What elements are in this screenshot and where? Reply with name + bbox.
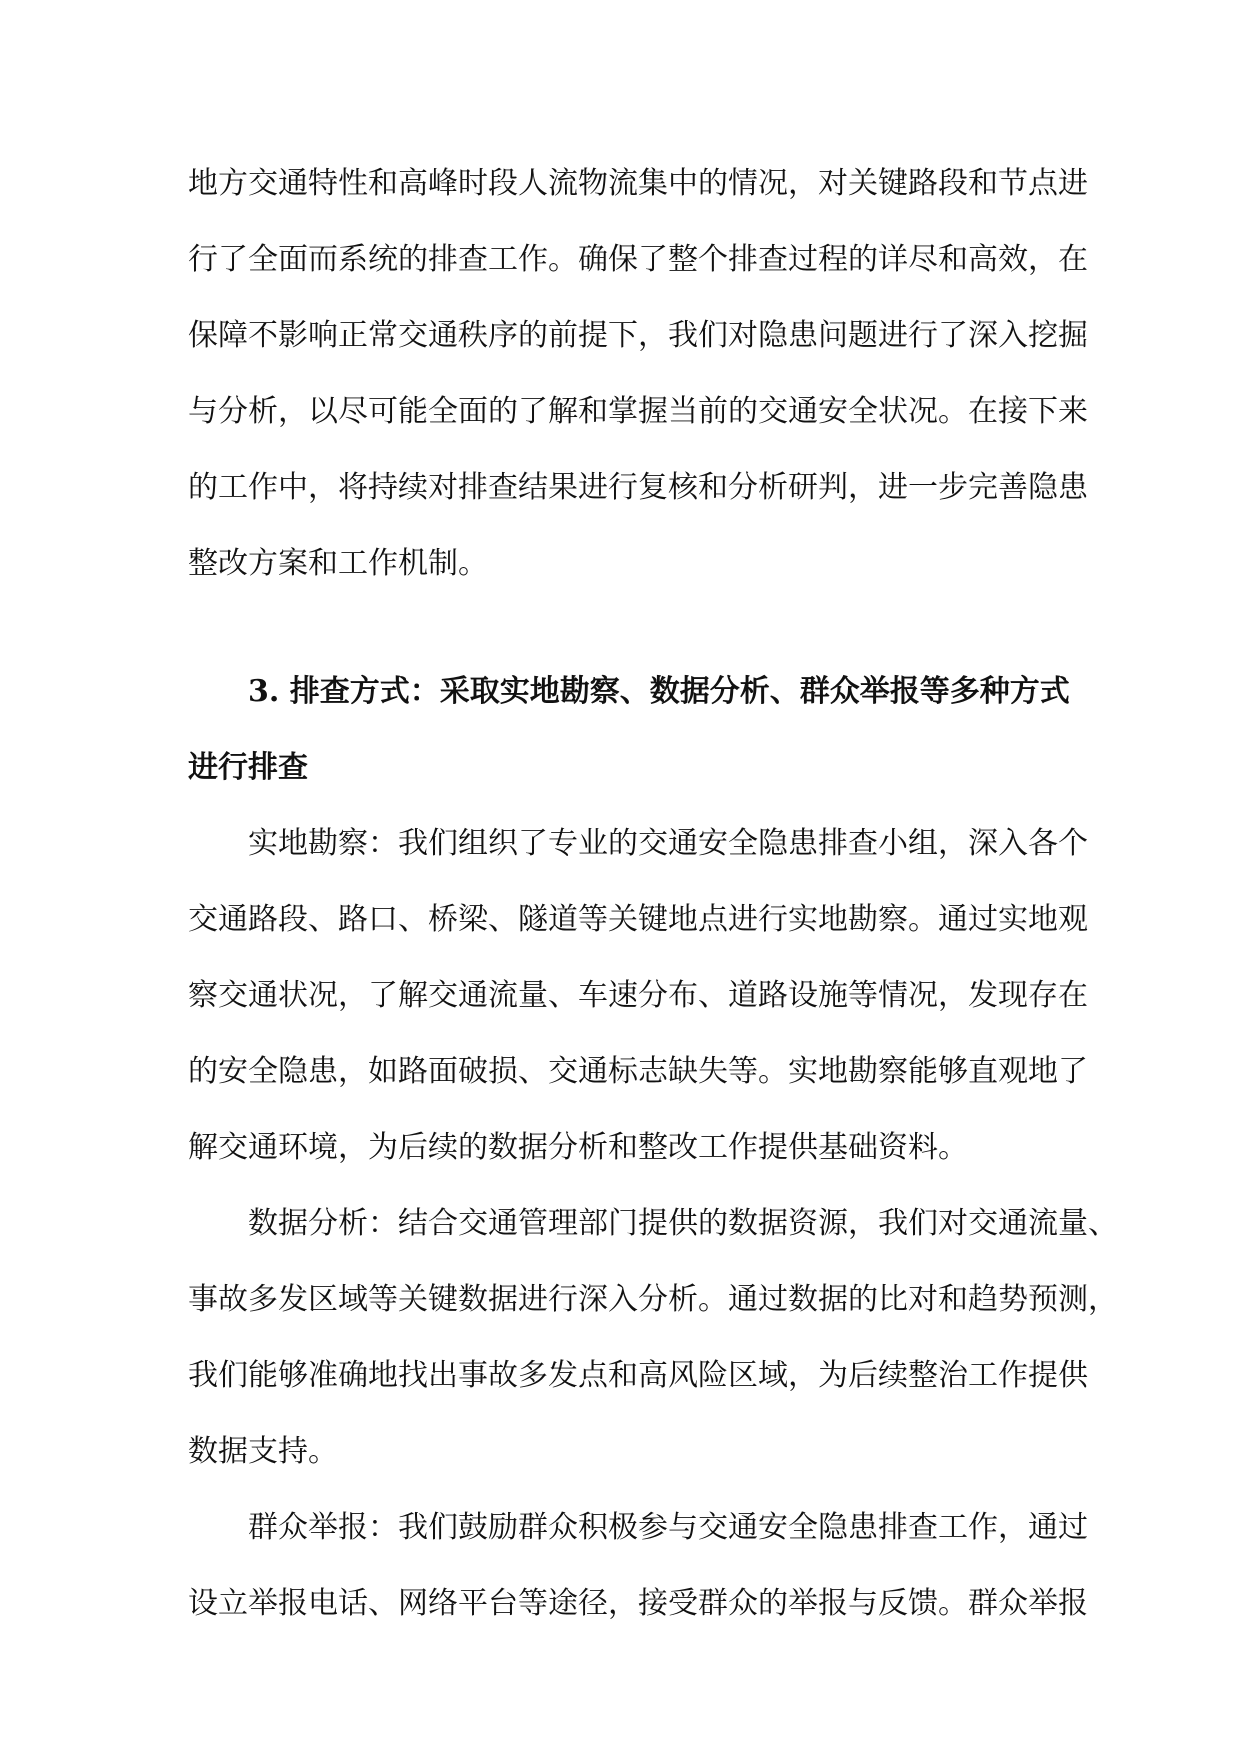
paragraph-line: 整改方案和工作机制。 <box>188 546 488 581</box>
public-report-paragraph <box>188 1490 1088 1642</box>
paragraph-line: 地方交通特性和高峰时段人流物流集中的情况，对关键路段和节点进 <box>188 166 1088 201</box>
paragraph-line: 事故多发区域等关键数据进行深入分析。通过数据的比对和趋势预测， <box>188 1282 1118 1317</box>
intro-paragraph <box>188 146 1088 602</box>
field-survey-paragraph <box>188 806 1088 1186</box>
paragraph-line: 的工作中，将持续对排查结果进行复核和分析研判，进一步完善隐患 <box>188 470 1088 505</box>
paragraph-line: 群众举报：我们鼓励群众积极参与交通安全隐患排查工作，通过 <box>248 1510 1088 1545</box>
paragraph-line: 交通路段、路口、桥梁、隧道等关键地点进行实地勘察。通过实地观 <box>188 902 1088 937</box>
heading-line: 3. 排查方式：采取实地勘察、数据分析、群众举报等多种方式 <box>248 674 1070 709</box>
paragraph-line: 解交通环境，为后续的数据分析和整改工作提供基础资料。 <box>188 1130 968 1165</box>
paragraph-line: 察交通状况，了解交通流量、车速分布、道路设施等情况，发现存在 <box>188 978 1088 1013</box>
paragraph-line: 我们能够准确地找出事故多发点和高风险区域，为后续整治工作提供 <box>188 1358 1088 1393</box>
paragraph-line: 与分析，以尽可能全面的了解和掌握当前的交通安全状况。在接下来 <box>188 394 1088 429</box>
paragraph-line: 数据分析：结合交通管理部门提供的数据资源，我们对交通流量、 <box>248 1206 1118 1241</box>
paragraph-line: 保障不影响正常交通秩序的前提下，我们对隐患问题进行了深入挖掘 <box>188 318 1088 353</box>
heading-line: 进行排查 <box>188 750 308 785</box>
section-heading <box>188 654 1070 806</box>
paragraph-line: 的安全隐患，如路面破损、交通标志缺失等。实地勘察能够直观地了 <box>188 1054 1088 1089</box>
paragraph-line: 数据支持。 <box>188 1434 338 1469</box>
data-analysis-paragraph <box>188 1186 1118 1490</box>
paragraph-line: 实地勘察：我们组织了专业的交通安全隐患排查小组，深入各个 <box>248 826 1088 861</box>
paragraph-line: 行了全面而系统的排查工作。确保了整个排查过程的详尽和高效，在 <box>188 242 1088 277</box>
paragraph-line: 设立举报电话、网络平台等途径，接受群众的举报与反馈。群众举报 <box>188 1586 1088 1621</box>
document-page <box>188 146 1118 1642</box>
spacer <box>188 602 1055 654</box>
